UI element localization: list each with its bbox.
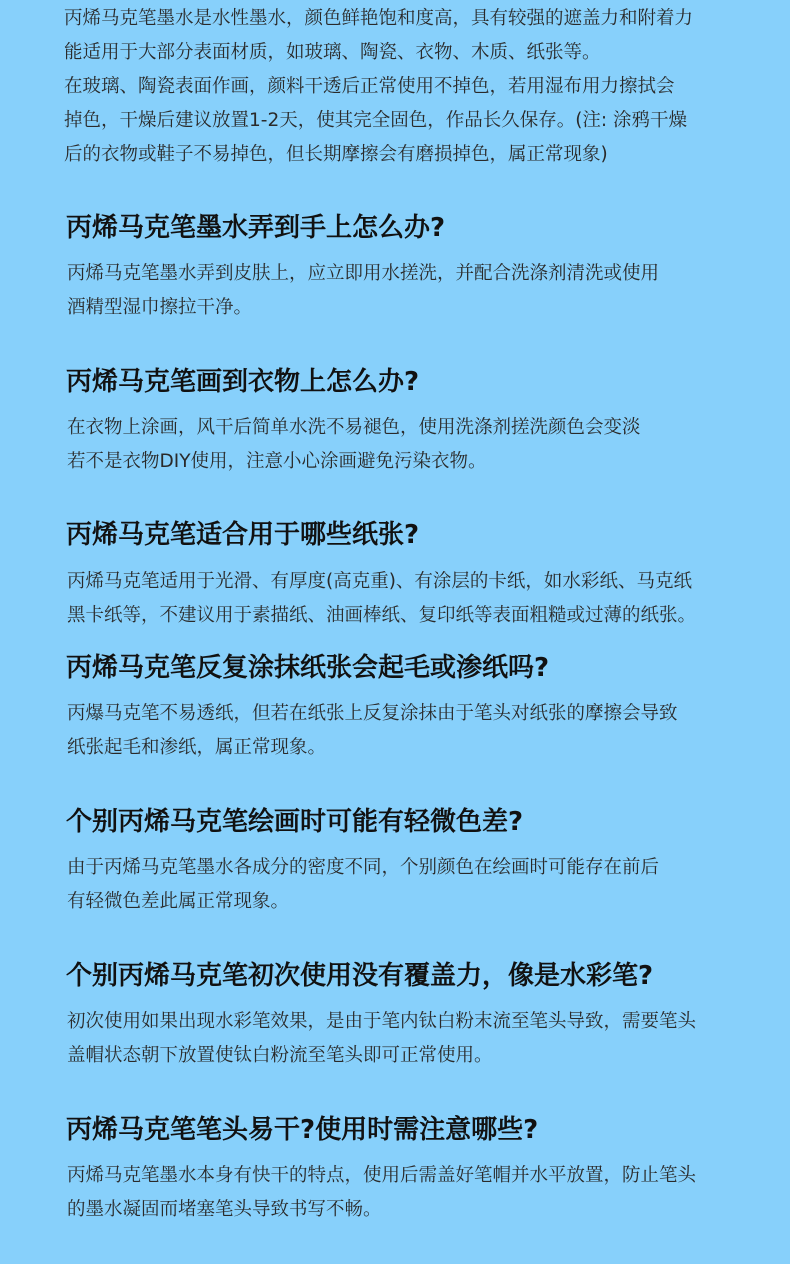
faq-answer-line: 丙烯马克笔墨水弄到皮肤上，应立即用水搓洗，并配合洗涤剂清洗或使用: [67, 263, 660, 284]
faq-question: 丙烯马克笔笔头易干?使用时需注意哪些?: [66, 1115, 539, 1145]
faq-answer-line: 初次使用如果出现水彩笔效果，是由于笔内钛白粉末流至笔头导致，需要笔头: [67, 1011, 697, 1032]
faq-answer-line: 黑卡纸等，不建议用于素描纸、油画棒纸、复印纸等表面粗糙或过薄的纸张。: [67, 605, 697, 626]
faq-question: 个别丙烯马克笔绘画时可能有轻微色差?: [66, 807, 524, 837]
intro-line: 能适用于大部分表面材质，如玻璃、陶瓷、衣物、木质、纸张等。: [64, 42, 601, 63]
faq-answer: [67, 1005, 767, 1073]
intro-line: 在玻璃、陶瓷表面作画，颜料干透后正常使用不掉色，若用湿布用力擦拭会: [64, 76, 675, 97]
faq-answer-line: 的墨水凝固而堵塞笔头导致书写不畅。: [67, 1199, 382, 1220]
faq-answer: [67, 1159, 767, 1227]
faq-answer: [67, 851, 767, 919]
faq-answer-line: 丙烯马克笔适用于光滑、有厚度(高克重)、有涂层的卡纸，如水彩纸、马克纸: [67, 571, 692, 592]
faq-question: 丙烯马克笔反复涂抹纸张会起毛或渗纸吗?: [66, 653, 550, 683]
faq-answer: [67, 411, 767, 479]
intro-paragraph: [64, 2, 764, 172]
intro-line: 后的衣物或鞋子不易掉色，但长期摩擦会有磨损掉色，属正常现象): [64, 144, 608, 165]
faq-answer-line: 由于丙烯马克笔墨水各成分的密度不同，个别颜色在绘画时可能存在前后: [67, 857, 660, 878]
faq-answer-line: 纸张起毛和渗纸，属正常现象。: [67, 737, 327, 758]
faq-question: 丙烯马克笔画到衣物上怎么办?: [66, 367, 420, 397]
faq-answer: [67, 565, 767, 633]
faq-answer-line: 若不是衣物DIY使用，注意小心涂画避免污染衣物。: [67, 451, 487, 472]
faq-question: 丙烯马克笔适合用于哪些纸张?: [66, 520, 420, 550]
faq-answer: [67, 697, 767, 765]
faq-answer: [67, 257, 767, 325]
faq-answer-line: 丙爆马克笔不易透纸，但若在纸张上反复涂抹由于笔头对纸张的摩擦会导致: [67, 703, 678, 724]
faq-answer-line: 酒精型湿巾擦拉干净。: [67, 297, 253, 318]
faq-answer-line: 有轻微色差此属正常现象。: [67, 891, 290, 912]
intro-line: 丙烯马克笔墨水是水性墨水，颜色鲜艳饱和度高，具有较强的遮盖力和附着力: [64, 8, 694, 29]
faq-answer-line: 在衣物上涂画，风干后简单水洗不易褪色，使用洗涤剂搓洗颜色会变淡: [67, 417, 641, 438]
faq-question: 个别丙烯马克笔初次使用没有覆盖力，像是水彩笔?: [66, 961, 654, 991]
faq-question: 丙烯马克笔墨水弄到手上怎么办?: [66, 213, 446, 243]
faq-answer-line: 盖帽状态朝下放置使钛白粉流至笔头即可正常使用。: [67, 1045, 493, 1066]
faq-answer-line: 丙烯马克笔墨水本身有快干的特点，使用后需盖好笔帽并水平放置，防止笔头: [67, 1165, 697, 1186]
intro-line: 掉色，干燥后建议放置1-2天，使其完全固色，作品长久保存。(注: 涂鸦干燥: [64, 110, 688, 131]
